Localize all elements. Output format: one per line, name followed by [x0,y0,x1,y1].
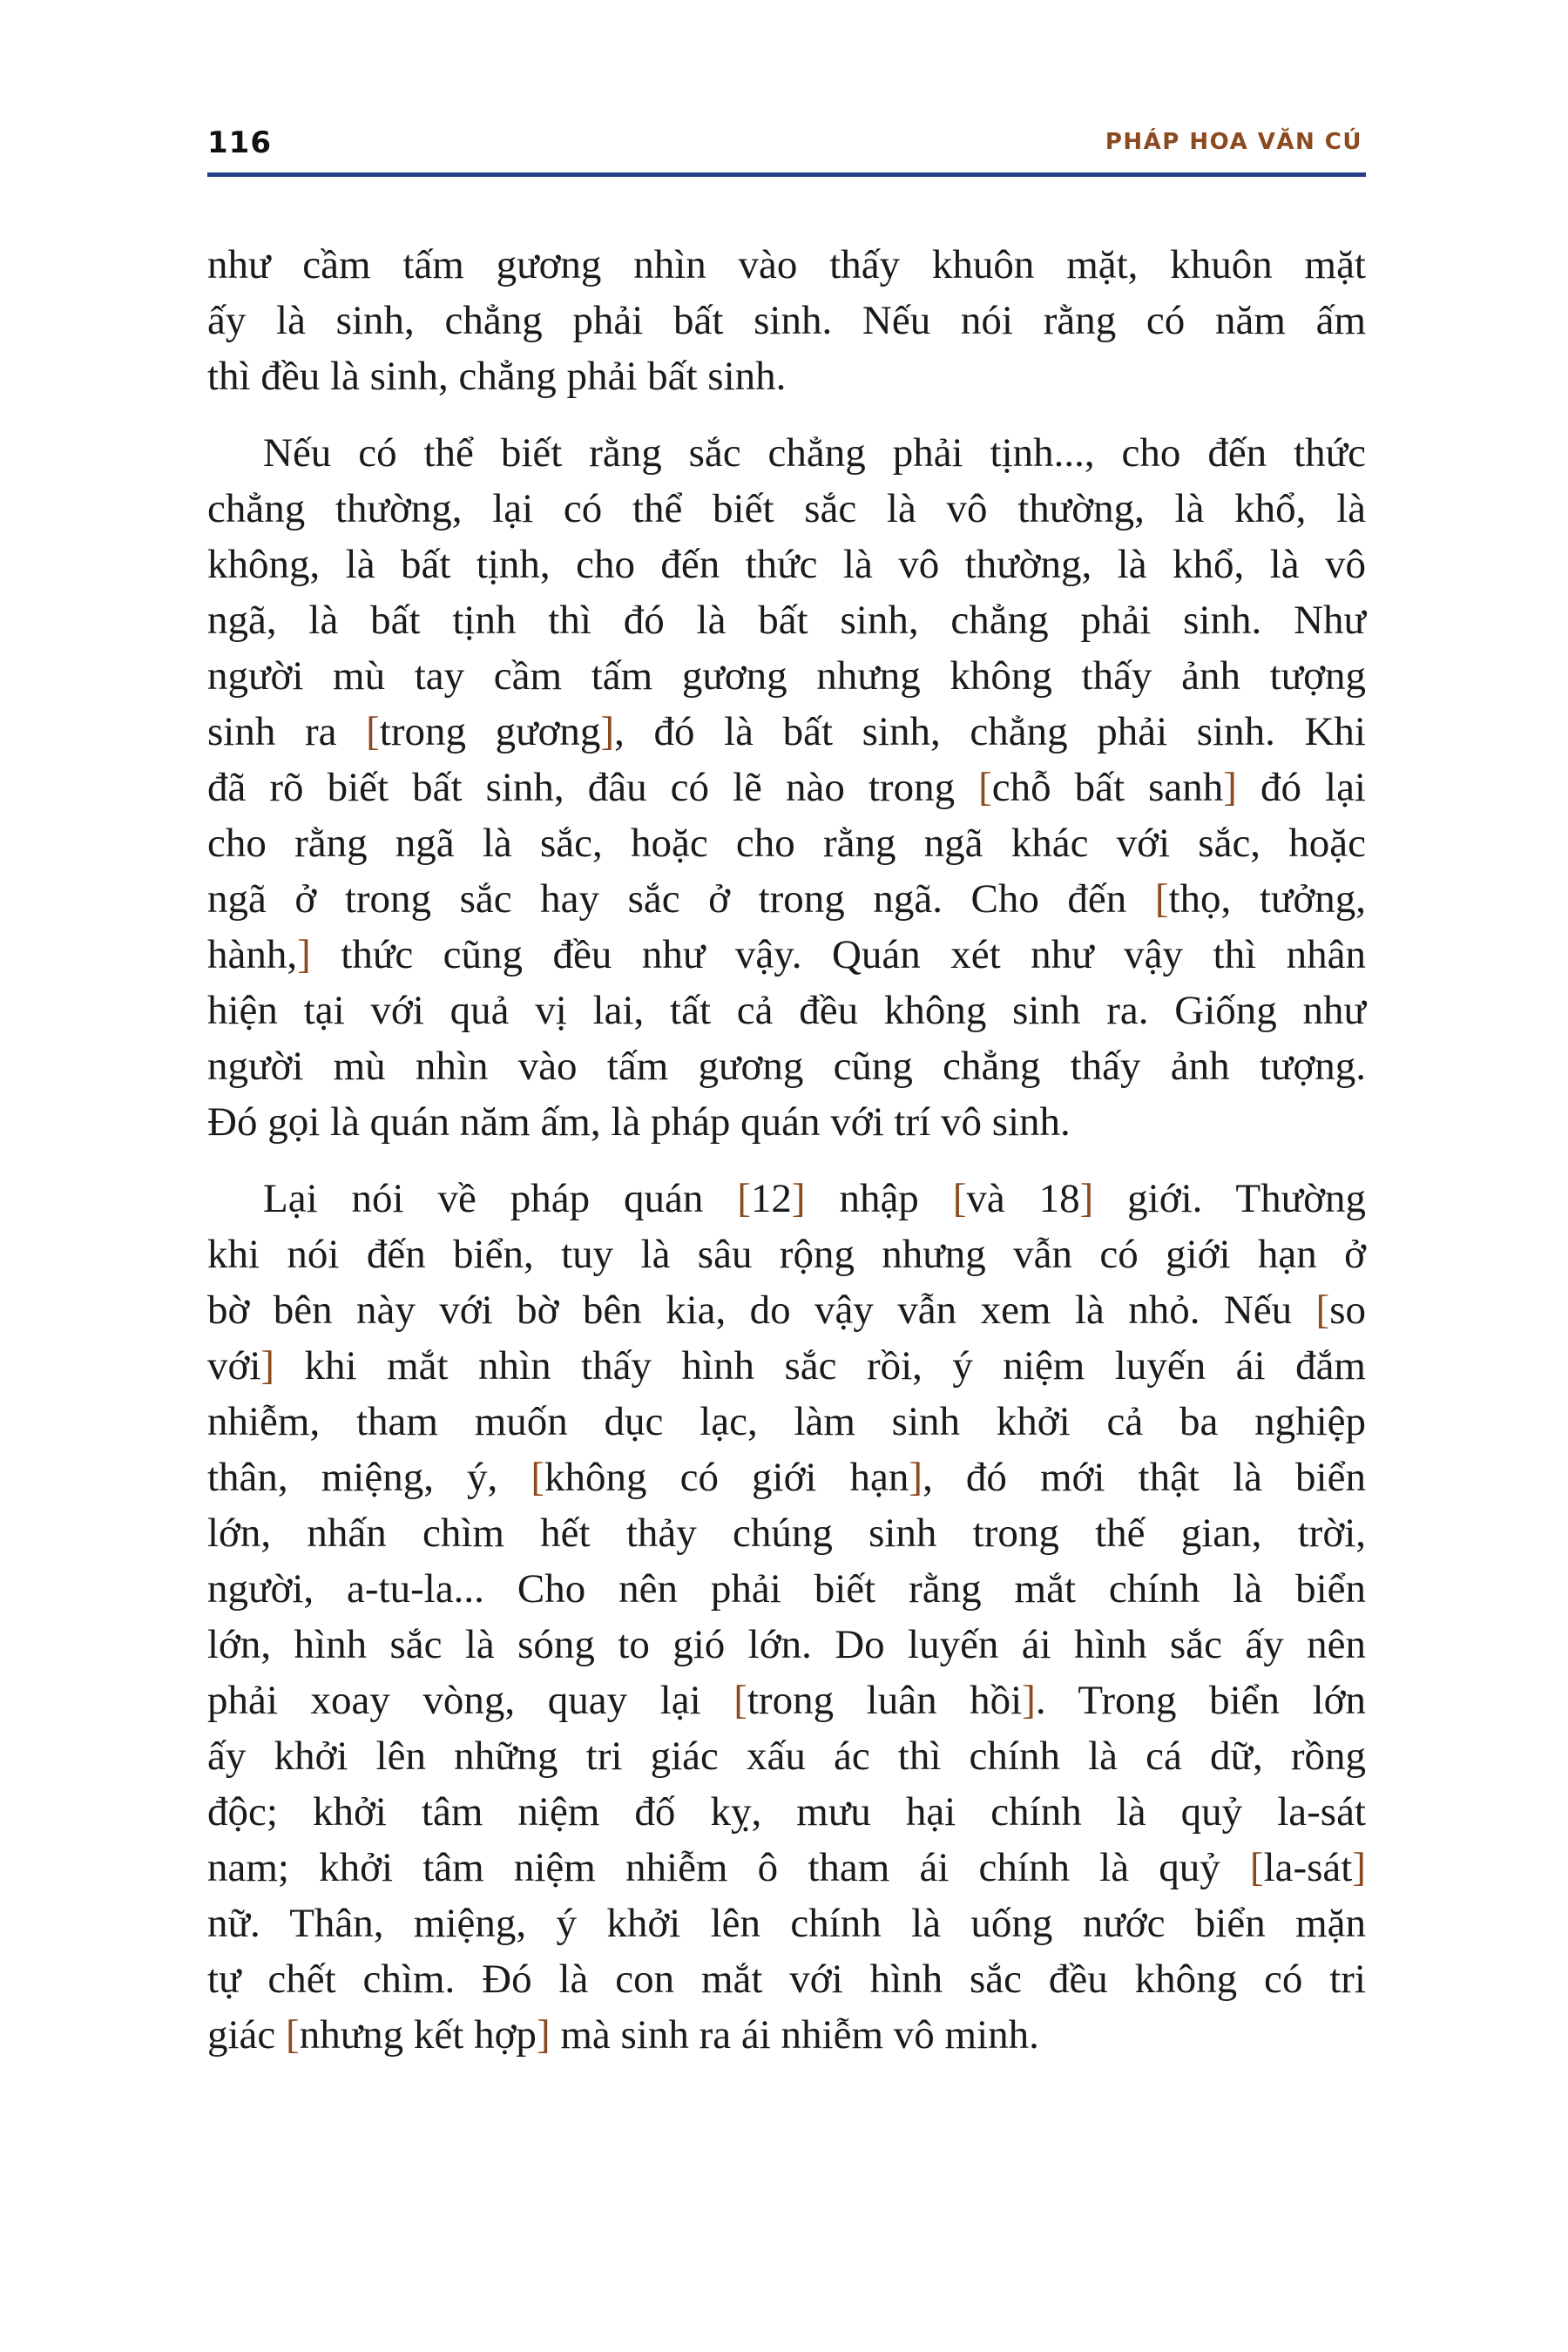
text-line [207,592,1366,648]
text-segment: . Trong biển lớn [1035,1678,1367,1723]
text-segment: chỗ bất sanh [991,765,1224,810]
text-segment: phải xoay vòng, quay lại [207,1678,734,1723]
text-segment: , đó mới thật là biển [923,1455,1366,1500]
editorial-bracket: ] [1223,765,1237,810]
text-segment: người mù tay cầm tấm gương nhưng không thấy ảnh tượng [207,653,1366,699]
editorial-bracket: [ [1315,1288,1330,1333]
text-segment: thọ, tưởng, [1168,876,1366,922]
text-segment: đó lại [1236,765,1366,810]
text-segment: giới. Thường [1093,1176,1366,1221]
editorial-bracket: ] [1079,1176,1094,1221]
text-segment: ấy là sinh, chẳng phải bất sinh. Nếu nói rằng có năm ấm [207,298,1366,343]
text-line [207,648,1366,704]
text-segment: Lại nói về pháp quán [263,1176,738,1221]
text-segment: , đó là bất sinh, chẳng phải sinh. Khi [614,709,1366,754]
text-line [207,1094,1366,1150]
text-line [207,1038,1366,1094]
editorial-bracket: [ [286,2012,300,2058]
text-line [207,1227,1366,1282]
text-line [207,1282,1366,1338]
text-line [207,425,1366,481]
text-line [207,704,1366,760]
text-segment: hiện tại với quả vị lai, tất cả đều không sinh ra. Giống như [207,988,1366,1033]
text-segment: nữ. Thân, miệng, ý khởi lên chính là uống nước biển mặn [207,1901,1366,1946]
editorial-bracket: ] [260,1343,275,1389]
text-segment: đã rõ biết bất sinh, đâu có lẽ nào trong [207,765,979,810]
text-line [207,1673,1366,1728]
text-line [207,1728,1366,1784]
text-line [207,760,1366,815]
text-line [207,1450,1366,1505]
text-segment: trong luân hồi [747,1678,1023,1723]
text-segment: Nếu có thể biết rằng sắc chẳng phải tịnh..., cho đến thức [263,430,1366,476]
text-segment: thì đều là sinh, chẳng phải bất sinh. [207,354,787,399]
text-segment: tự chết chìm. Đó là con mắt với hình sắc đều không có tri [207,1957,1366,2002]
text-line [207,537,1366,592]
text-segment: thức cũng đều như vậy. Quán xét như vậy thì nhân [310,932,1366,977]
editorial-bracket: ] [536,2012,551,2058]
text-segment: hành, [207,932,298,977]
page-number: 116 [207,125,272,160]
editorial-bracket: ] [600,709,615,754]
text-segment: chẳng thường, lại có thể biết sắc là vô thường, là khổ, là [207,486,1366,531]
text-line [207,1784,1366,1840]
text-line [207,1951,1366,2007]
text-segment: không có giới hạn [544,1455,909,1500]
text-line [207,481,1366,537]
text-segment: với [207,1343,261,1389]
text-line [207,1505,1366,1561]
editorial-bracket: ] [909,1455,923,1500]
text-segment: như cầm tấm gương nhìn vào thấy khuôn mặt, khuôn mặt [207,242,1366,287]
editorial-bracket: ] [1352,1845,1366,1890]
editorial-bracket: [ [737,1176,751,1221]
text-segment: nam; khởi tâm niệm nhiễm ô tham ái chính là quỷ [207,1845,1250,1890]
text-segment: ấy khởi lên những tri giác xấu ác thì chính là cá dữ, rồng [207,1734,1366,1779]
text-segment: không, là bất tịnh, cho đến thức là vô thường, là khổ, là vô [207,542,1366,587]
text-segment: mà sinh ra ái nhiễm vô minh. [550,2012,1039,2058]
editorial-bracket: [ [1154,876,1169,922]
text-segment: giác [207,2012,287,2058]
text-line [207,2007,1366,2063]
header-rule [207,172,1366,177]
text-segment: lớn, hình sắc là sóng to gió lớn. Do luyến ái hình sắc ấy nên [207,1622,1366,1667]
editorial-bracket: ] [297,932,311,977]
text-line [207,1896,1366,1951]
text-segment: ngã, là bất tịnh thì đó là bất sinh, chẳng phải sinh. Như [207,598,1366,643]
text-line [207,927,1366,983]
editorial-bracket: [ [1249,1845,1264,1890]
text-line [207,871,1366,927]
editorial-bracket: [ [978,765,992,810]
text-line [207,1617,1366,1673]
text-segment: nhập [805,1176,953,1221]
text-segment: nhiễm, tham muốn dục lạc, làm sinh khởi cả ba nghiệp [207,1399,1366,1444]
text-segment: thân, miệng, ý, [207,1455,531,1500]
editorial-bracket: [ [531,1455,545,1500]
text-segment: lớn, nhấn chìm hết thảy chúng sinh trong thế gian, trời, [207,1511,1366,1556]
text-line [207,293,1366,348]
text-segment: trong gương [379,709,601,754]
text-segment: Đó gọi là quán năm ấm, là pháp quán với trí vô sinh. [207,1099,1071,1145]
page-header [207,122,1366,171]
text-line [207,1394,1366,1450]
text-segment: 12 [750,1176,792,1221]
text-segment: sinh ra [207,709,367,754]
editorial-bracket: [ [952,1176,967,1221]
text-line [207,815,1366,871]
paragraph [207,425,1366,1150]
text-line [207,237,1366,293]
text-segment: bờ bên này với bờ bên kia, do vậy vẫn xem là nhỏ. Nếu [207,1288,1316,1333]
text-segment: và 18 [966,1176,1080,1221]
running-title: PHÁP HOA VĂN CÚ [1105,129,1362,155]
editorial-bracket: [ [733,1678,747,1723]
paragraph [207,1171,1366,2063]
editorial-bracket: ] [1022,1678,1036,1723]
text-segment: khi mắt nhìn thấy hình sắc rồi, ý niệm luyến ái đắm [274,1343,1366,1389]
editorial-bracket: [ [366,709,380,754]
editorial-bracket: ] [791,1176,806,1221]
text-line [207,1338,1366,1394]
body-text [207,237,1366,2084]
text-segment: người, a-tu-la... Cho nên phải biết rằng mắt chính là biển [207,1566,1366,1612]
text-segment: nhưng kết hợp [299,2012,537,2058]
text-segment: ngã ở trong sắc hay sắc ở trong ngã. Cho đến [207,876,1155,922]
text-segment: độc; khởi tâm niệm đố kỵ, mưu hại chính là quỷ la-sát [207,1789,1366,1835]
text-segment: cho rằng ngã là sắc, hoặc cho rằng ngã khác với sắc, hoặc [207,821,1366,866]
text-line [207,348,1366,404]
paragraph [207,237,1366,404]
text-segment: khi nói đến biển, tuy là sâu rộng nhưng vẫn có giới hạn ở [207,1232,1366,1277]
text-segment: la-sát [1263,1845,1353,1890]
text-segment: người mù nhìn vào tấm gương cũng chẳng thấy ảnh tượng. [207,1044,1366,1089]
text-line [207,1561,1366,1617]
text-line [207,1171,1366,1227]
text-segment: so [1329,1288,1366,1333]
text-line [207,983,1366,1038]
text-line [207,1840,1366,1896]
